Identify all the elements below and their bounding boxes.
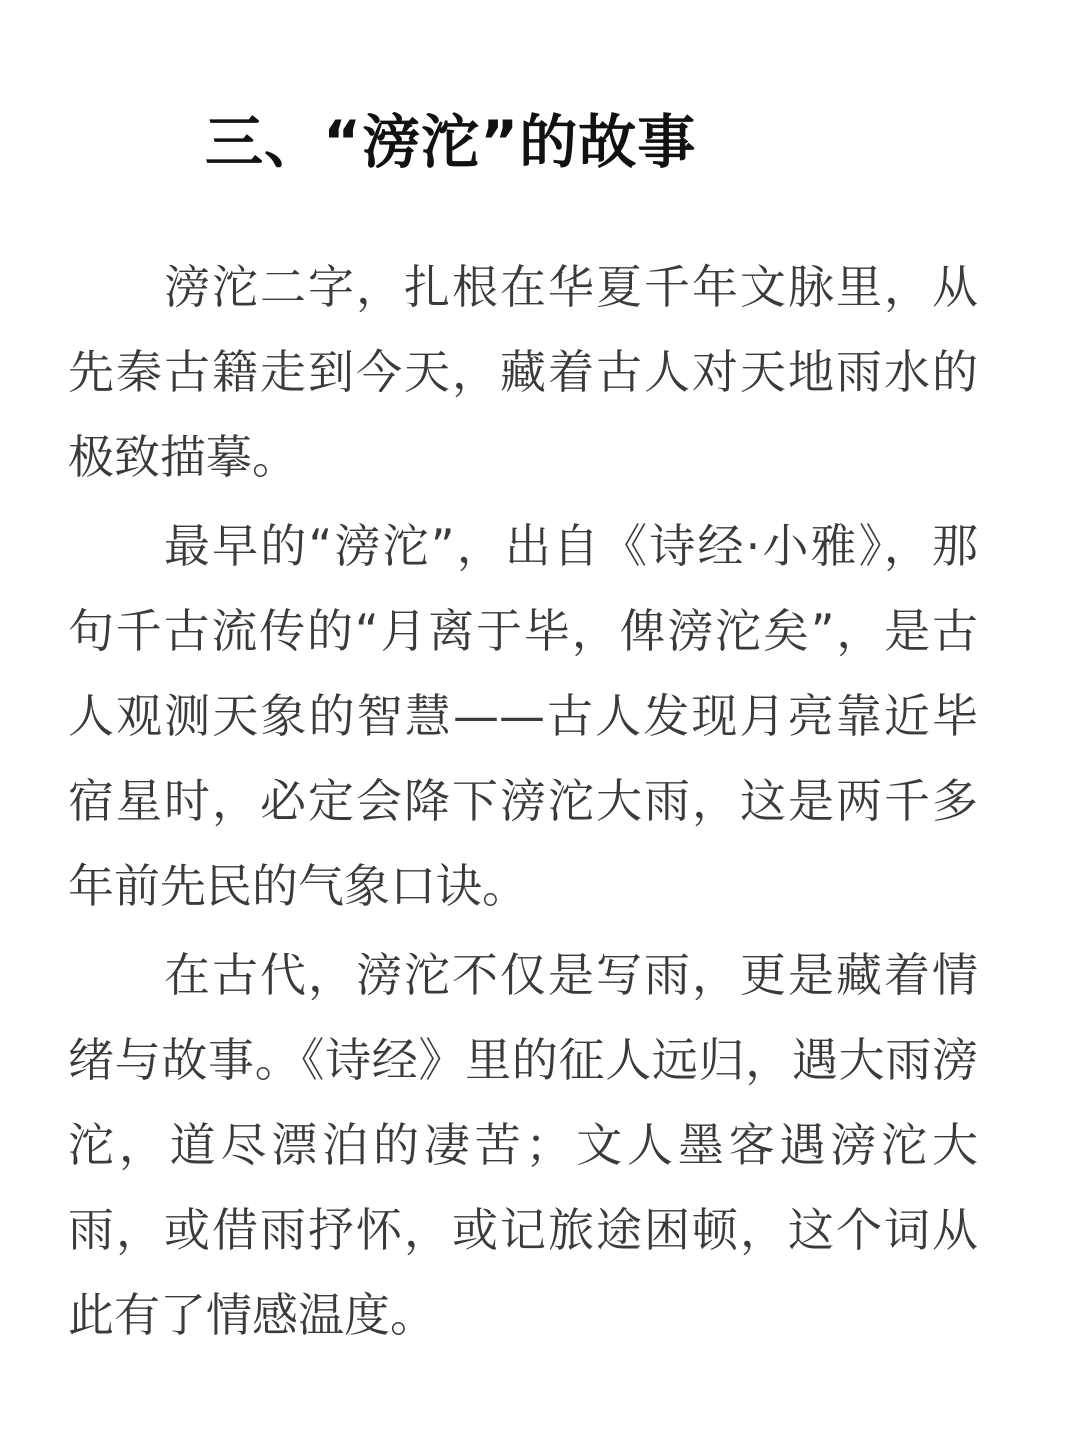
article-body	[68, 245, 978, 1362]
paragraph-shijing: 最早的“滂沱”，出自《诗经·小雅》，那句千古流传的“月离于毕，俾滂沱矣”，是古人观测天象的智慧——古人发现月亮靠近毕宿星时，必定会降下滂沱大雨，这是两千多年前先民的气象口诀。	[68, 519, 978, 913]
paragraph-origin: 滂沱二字，扎根在华夏千年文脉里，从先秦古籍走到今天，藏着古人对天地雨水的极致描摹。	[68, 260, 978, 484]
section-title: 三、“滂沱”的故事	[205, 108, 697, 176]
paragraph-emotion: 在古代，滂沱不仅是写雨，更是藏着情绪与故事。《诗经》里的征人远归，遇大雨滂沱，道尽漂泊的凄苦；文人墨客遇滂沱大雨，或借雨抒怀，或记旅途困顿，这个词从此有了情感温度。	[68, 948, 978, 1342]
